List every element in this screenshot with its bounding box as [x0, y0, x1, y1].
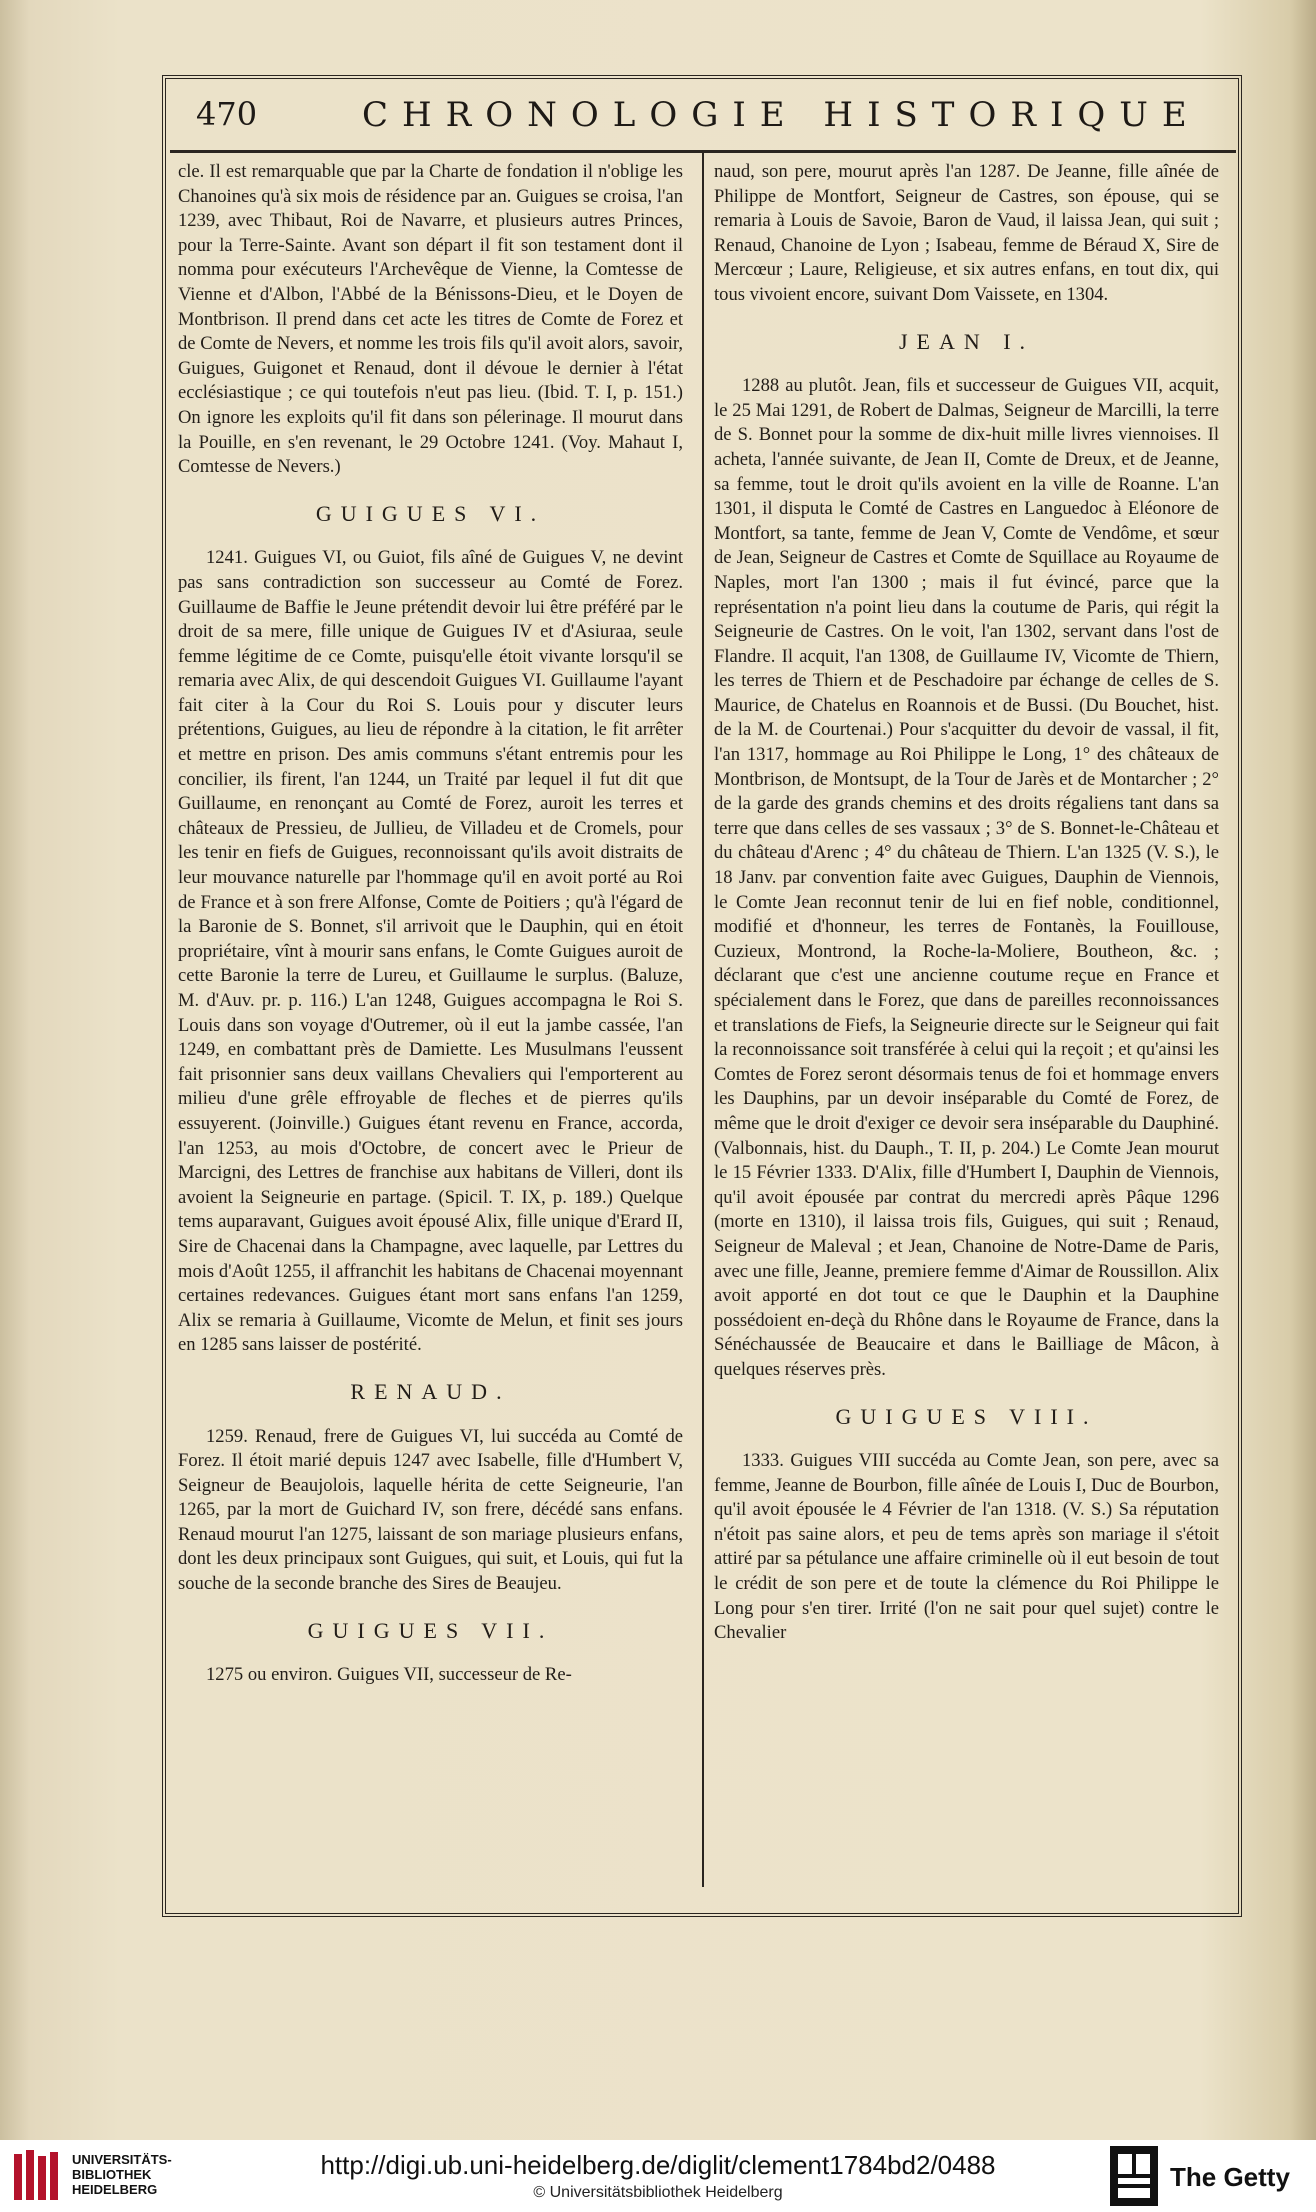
- library-name: UNIVERSITÄTS- BIBLIOTHEK HEIDELBERG: [72, 2152, 172, 2197]
- right-column: [714, 160, 1219, 1885]
- header-title: CHRONOLOGIE HISTORIQUE: [362, 95, 1201, 135]
- section-heading: RENAUD.: [350, 1378, 511, 1404]
- section-heading: JEAN I.: [898, 328, 1035, 354]
- column-divider: [702, 152, 704, 1887]
- section-heading: GUIGUES VIII.: [835, 1403, 1098, 1429]
- paragraph: 1241. Guigues VI, ou Guiot, fils aîné de Guigues V, ne devint pas sans contradiction son successeur au Comté de Forez. Guillaume de Baffie le Jeune prétendit devoir lui être préféré par le droit de sa mere, fille unique de Guigues IV et d'Asiuraa, seule femme légitime de ce Comte, puisqu'elle étoit vivante lorsqu'il se remaria avec Alix, de qui descendoit Guigues VI. Guillaume l'ayant fait citer à la Cour du Roi S. Louis pour y discuter leurs prétentions, Guigues, au lieu de répondre à la citation, le fit arrêter et mettre en prison. Des amis communs s'étant entremis pour les concilier, ils firent, l'an 1244, un Traité par lequel il fut dit que Guillaume, en renonçant au Comté de Forez, auroit les terres et châteaux de Pressieu, de Jullieu, de Villadeu et de Cromels, pour les tenir en fiefs de Guigues, reconnoissant qu'ils avoit distraits de leur mouvance naturelle par l'hommage qu'il en avoit porté au Roi de France et à son frere Alfonse, Comte de Poitiers ; qu'à l'égard de la Baronie de S. Bonnet, s'il arrivoit que le Dauphin, qui en étoit propriétaire, vînt à mourir sans enfans, le Comte Guigues auroit de cette Baronie la terre de Lureu, et Guillaume le surplus. (Baluze, M. d'Auv. pr. p. 116.) L'an 1248, Guigues accompagna le Roi S. Louis dans son voyage d'Outremer, où il eut la jambe cassée, l'an 1249, en combattant près de Damiette. Les Musulmans l'eussent fait prisonnier sans deux vaillans Chevaliers qui l'emporterent au milieu d'une grêle effroyable de fleches et de pierres qu'ils essuyerent. (Joinville.) Guigues étant revenu en France, accorda, l'an 1253, au mois d'Octobre, de concert avec le Prieur de Marcigni, des Lettres de franchise aux habitans de Villeri, dont ils avoient la Seigneurie en partage. (Spicil. T. IX, p. 189.) Quelque tems auparavant, Guigues avoit épousé Alix, fille unique d'Erard II, Sire de Chacenai dans la Champagne, avec laquelle, par Lettres du mois d'Août 1255, il affranchit les habitans de Chacenai moyennant certaines redevances. Guigues étant mort sans enfans l'an 1259, Alix se remaria à Guillaume, Vicomte de Melun, et finit ses jours en 1285 sans laisser de postérité.: [178, 547, 683, 1356]
- getty-logo: [1110, 2146, 1158, 2206]
- viewer-footer: [0, 2140, 1316, 2212]
- paragraph: 1333. Guigues VIII succéda au Comte Jean, son pere, avec sa femme, Jeanne de Bourbon, fille aînée de Louis I, Duc de Bourbon, qu'il avoit épousée le 4 Février de l'an 1318. (V. S.) Sa réputation n'étoit pas saine alors, et peu de tems après son mariage il s'étoit attiré par sa pétulance une affaire criminelle où il eut besoin de tout le crédit de son pere et de toute la clémence du Roi Philippe le Long pour s'en tirer. Irrité (l'on ne sait pour quel sujet) contre le Chevalier: [714, 1450, 1219, 1644]
- paragraph: 1275 ou environ. Guigues VII, successeur de Re-: [206, 1664, 572, 1686]
- page-number: 470: [196, 95, 258, 133]
- document-url-link[interactable]: http://digi.ub.uni-heidelberg.de/diglit/clement1784bd2/0488: [320, 2150, 996, 2180]
- paragraph: naud, son pere, mourut après l'an 1287. De Jeanne, fille aînée de Philippe de Montfort, Seigneur de Castres, son épouse, qui se remaria à Louis de Savoie, Baron de Vaud, il laissa Jean, qui suit ; Renaud, Chanoine de Lyon ; Isabeau, femme de Béraud X, Sire de Mercœur ; Laure, Religieuse, et six autres enfans, en tout dix, qui tous vivoient encore, suivant Dom Vaissete, en 1304.: [714, 161, 1219, 305]
- paragraph: 1288 au plutôt. Jean, fils et successeur de Guigues VII, acquit, le 25 Mai 1291, de Robert de Dalmas, Seigneur de Marcilli, la terre de S. Bonnet pour la somme de dix-huit mille livres viennoises. Il acheta, l'année suivante, de Jean II, Comte de Dreux, et de Jeanne, sa femme, tout le droit qu'ils avoient en la ville de Roanne. L'an 1301, il disputa le Comté de Castres en Languedoc à Eléonore de Montfort, sa tante, femme de Jean V, Comte de Vendôme, et sœur de Jean, Seigneur de Castres et Comte de Squillace au Royaume de Naples, mort l'an 1300 ; mais il fut évincé, parce que la représentation n'a point lieu dans la coutume de Paris, qui régit la Seigneurie de Castres. On le voit, l'an 1302, servant dans l'ost de Flandre. Il acquit, l'an 1308, de Guillaume IV, Vicomte de Thiern, les terres de Thiern et de Peschadoire par échange de celles de S. Maurice, de Chatelus en Roannois et de Bussi. (Du Bouchet, hist. de la M. de Courtenai.) Pour s'acquitter du devoir de vassal, il fit, l'an 1317, hommage au Roi Philippe le Long, 1° des châteaux de Montbrison, de Montsupt, de la Tour de Jarès et de Montarcher ; 2° de la garde des grands chemins et des droits régaliens tant dans sa terre que dans celles de ses vassaux ; 3° de S. Bonnet-le-Château et du château d'Arenc ; 4° du château de Thiern. L'an 1325 (V. S.), le 18 Janv. par convention faite avec Guigues, Dauphin de Viennois, le Comte Jean reconnut tenir de lui en fief noble, conditionnel, modifié et d'honneur, les terres de Fontanès, la Fouillouse, Cuzieux, Montrond, la Roche-la-Moliere, Boutheon, &c. ; déclarant que c'est une ancienne coutume reçue en France et spécialement dans le Forez, que dans de pareilles reconnoissances et translations de Fiefs, la Seigneurie directe sur le Seigneur qui fait la reconnoissance soit transférée à celui qui la reçoit ; et qu'ainsi les Comtes de Forez seront désormais tenus de foi et hommage envers les Dauphins, par un devoir inséparable du Comté de Forez, de même que le droit d'exiger ce devoir sera inséparable du Dauphiné. (Valbonnais, hist. du Dauph., T. II, p. 204.) Le Comte Jean mourut le 15 Février 1333. D'Alix, fille d'Humbert I, Dauphin de Viennois, qu'il avoit épousée par contrat du mercredi après Pâque 1296 (morte en 1310), il laissa trois fils, Guigues, qui suit ; Renaud, Seigneur de Maleval ; et Jean, Chanoine de Notre-Dame de Paris, avec une fille, Jeanne, premiere femme d'Aimar de Roussillon. Alix avoit apporté en dot tout ce que le Dauphin et la Dauphine possédoient en-deçà du Rhône dans le Royaume de France, dans la Sénéchaussée de Beaucaire et dans le Bailliage de Mâcon, à quelques réserves près.: [714, 375, 1219, 1380]
- paragraph: 1259. Renaud, frere de Guigues VI, lui succéda au Comté de Forez. Il étoit marié depuis 1247 avec Isabelle, fille d'Humbert V, Seigneur de Beaujolois, laquelle hérita de cette Seigneurie, l'an 1265, par la mort de Guichard IV, son frere, décédé sans enfans. Renaud mourut l'an 1275, laissant de son mariage plusieurs enfans, dont les deux principaux sont Guigues, qui suit, et Louis, qui fut la souche de la seconde branche des Sires de Beaujeu.: [178, 1425, 683, 1595]
- running-header: [196, 95, 1236, 135]
- section-heading: GUIGUES VI.: [315, 500, 546, 526]
- partner-name: The Getty: [1170, 2162, 1290, 2192]
- left-column: [178, 160, 683, 1885]
- section-heading: GUIGUES VII.: [307, 1617, 554, 1643]
- copyright-notice: © Universitätsbibliothek Heidelberg: [533, 2184, 783, 2201]
- paragraph: cle. Il est remarquable que par la Charte de fondation il n'oblige les Chanoines qu'à six mois de résidence par an. Guigues se croisa, l'an 1239, avec Thibaut, Roi de Navarre, et plusieurs autres Princes, pour la Terre-Sainte. Avant son départ il fit son testament dont il nomma pour exécuteurs l'Archevêque de Vienne, la Comtesse de Vienne et d'Albon, l'Abbé de la Bénissons-Dieu, et le Doyen de Montbrison. Il prend dans cet acte les titres de Comte de Forez et de Comte de Nevers, et nomme les trois fils qu'il avoit alors, savoir, Guigues, Guigonet et Renaud, dont il dévoue le dernier à l'état ecclésiastique ; ce qui toutefois n'eut pas lieu. (Ibid. T. I, p. 151.) On ignore les exploits qu'il fit dans son pélerinage. Il mourut dans la Pouille, en s'en revenant, le 29 Octobre 1241. (Voy. Mahaut I, Comtesse de Nevers.): [178, 161, 683, 478]
